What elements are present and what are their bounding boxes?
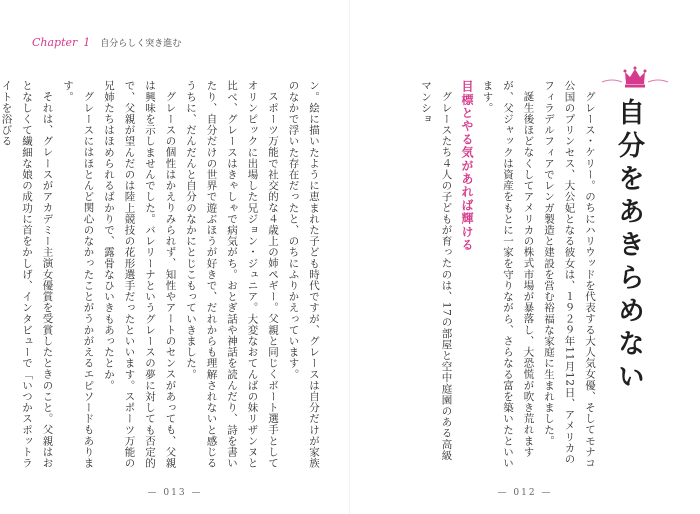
chapter-title: 自分らしく突き進む (100, 39, 182, 49)
chapter-word: Chapter (32, 36, 78, 49)
paragraph: それは、グレースがアカデミー主演女優賞を受賞したときのこと。父親はおとなしくて繊細な娘の成功に首をかしげ、インタビューで「いつかスポットライトを浴びる (0, 80, 54, 469)
paragraph: グレースたち４人の子どもが育ったのは、17の部屋と空中庭園のある高級マンショ (420, 80, 453, 461)
paragraph: グレース・ケリー。のちにハリウッドを代表する大人気女優、そしてモナコ公国のプリンセス、大公妃となる彼女は、１９２９年11月12日、アメリカのフィラデルフィアでレンガ製造と建設を営む裕福な家庭に生まれました。 (543, 80, 596, 468)
paragraph: スポーツ万能で社交的な４歳上の姉ペギー。父親と同じくボート選手としてオリンピックに出場した兄ジョン・ジュニア。大変なおてんばの妹リザンヌと比べ、グレースはきゃしゃで病気がち。おとぎ話や神話を読んだり、詩を書いたり、自分だけの世界で遊ぶほうが好きで、だれからも理解されないと感じるうちに、だんだんと自分のなかにとじこもっていきました。 (185, 80, 279, 469)
right-page (350, 0, 700, 514)
page-number-left: — 013 — (147, 488, 203, 498)
section-title: 自分をあきらめない (613, 98, 644, 395)
chapter-number: 1 (83, 36, 91, 49)
paragraph: ン。絵に描いたように恵まれた子ども時代ですが、グレースは自分だけが家族のなかで浮いた存在だったと、のちにふりかえっています。 (287, 80, 320, 469)
right-body-text (416, 80, 601, 470)
page-number-right: — 012 — (497, 488, 553, 498)
subheading: 目標とやる気があれば輝ける (460, 80, 474, 252)
chapter-header (32, 36, 181, 49)
crown-ornament-icon (600, 66, 670, 90)
paragraph: 誕生後ほどなくしてアメリカの株式市場が暴落し、大恐慌が吹き荒れますが、父ジャックは資産をもとに一家を守りながら、さらなる富を築いたといいます。 (481, 80, 535, 469)
paragraph: グレースの個性はかえりみられず、知性やアートのセンスがあっても、父親は興味を示しませんでした。バレリーナというグレースの夢に対しても否定的で、父親が望んだのは陸上競技の花形選手だったといいます。スポーツ万能の兄姉たちはほめられるばかりで、露骨なひいきもあったとか。 (103, 80, 177, 469)
left-body-text (0, 80, 324, 470)
paragraph: グレースにはほとんど関心のなかったことがうかがえるエピソードもあります。 (62, 80, 95, 468)
